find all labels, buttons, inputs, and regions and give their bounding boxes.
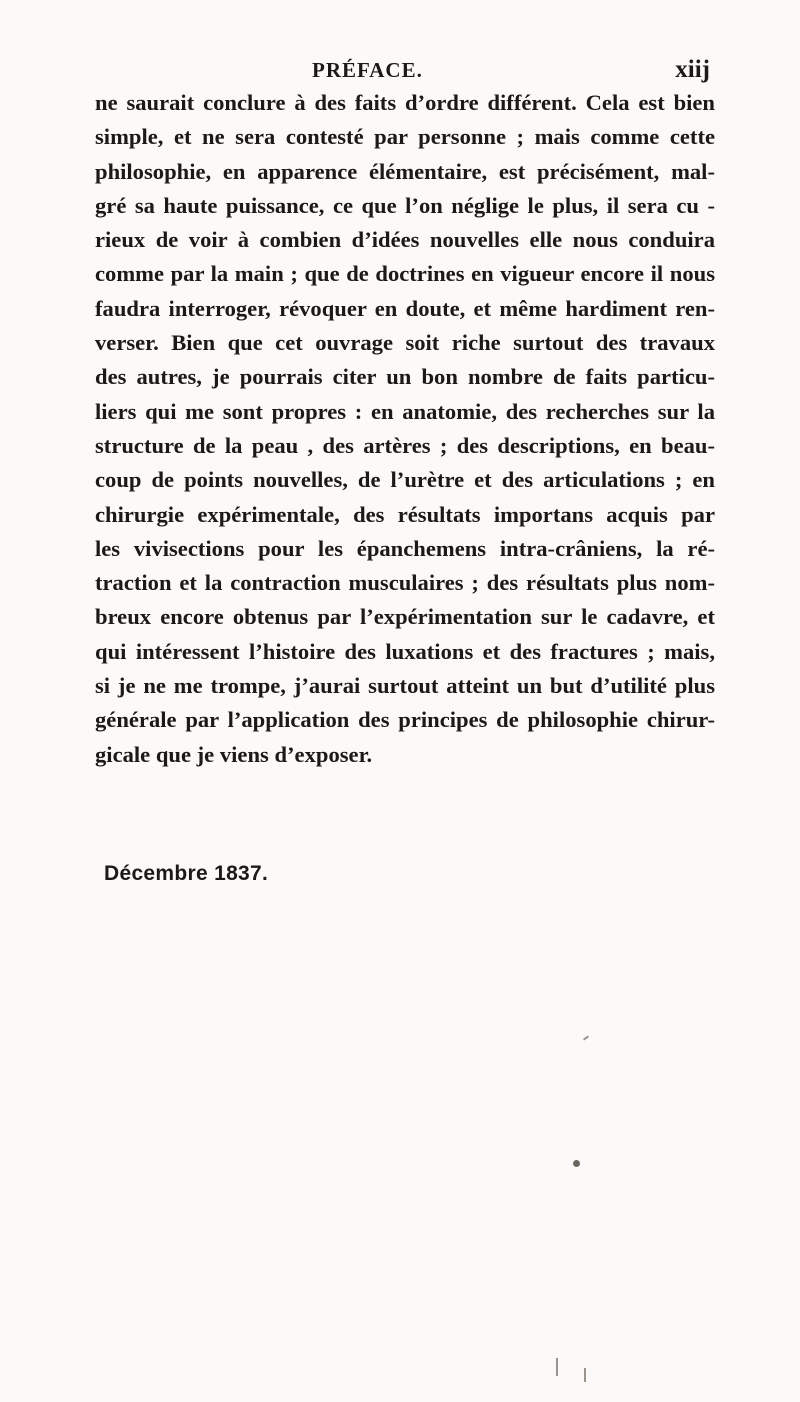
paper-mark: [584, 1368, 586, 1382]
text-line: faudra interroger, révoquer en doute, et même hardiment ren-: [95, 295, 715, 321]
preface-body: [95, 86, 715, 772]
paper-mark: [556, 1358, 558, 1376]
text-line: breux encore obtenus par l’expérimentation sur le cadavre, et: [95, 604, 715, 630]
text-line: rieux de voir à combien d’idées nouvelles elle nous conduira: [95, 227, 715, 253]
text-line: qui intéressent l’histoire des luxations et des fractures ; mais,: [95, 638, 715, 664]
text-line: simple, et ne sera contesté par personne ; mais comme cette: [95, 124, 715, 150]
preface-date: Décembre 1837.: [104, 862, 269, 885]
text-line: des autres, je pourrais citer un bon nombre de faits particu-: [95, 364, 715, 390]
page-number: xiij: [675, 56, 710, 83]
text-line: générale par l’application des principes de philosophie chirur-: [95, 707, 715, 733]
text-line: traction et la contraction musculaires ; des résultats plus nom-: [95, 570, 715, 596]
running-head: [95, 58, 710, 88]
text-line: gicale que je viens d’exposer.: [95, 741, 373, 767]
text-line: comme par la main ; que de doctrines en vigueur encore il nous: [95, 261, 715, 287]
ink-speck: [573, 1160, 580, 1167]
text-line: ne saurait conclure à des faits d’ordre différent. Cela est bien: [95, 90, 715, 115]
text-line: coup de points nouvelles, de l’urètre et des articulations ; en: [95, 467, 715, 493]
text-line: liers qui me sont propres : en anatomie, des recherches sur la: [95, 398, 715, 424]
text-line: philosophie, en apparence élémentaire, est précisément, mal-: [95, 158, 715, 184]
text-line: verser. Bien que cet ouvrage soit riche surtout des travaux: [95, 330, 715, 356]
text-line: les vivisections pour les épanchemens intra-crâniens, la ré-: [95, 535, 715, 561]
text-line: gré sa haute puissance, ce que l’on néglige le plus, il sera cu -: [95, 192, 715, 218]
paper-mark: [583, 1035, 589, 1040]
text-line: chirurgie expérimentale, des résultats importans acquis par: [95, 501, 715, 527]
running-title: PRÉFACE.: [312, 58, 423, 82]
text-line: si je ne me trompe, j’aurai surtout atteint un but d’utilité plus: [95, 673, 715, 699]
text-line: structure de la peau , des artères ; des descriptions, en beau-: [95, 432, 715, 458]
